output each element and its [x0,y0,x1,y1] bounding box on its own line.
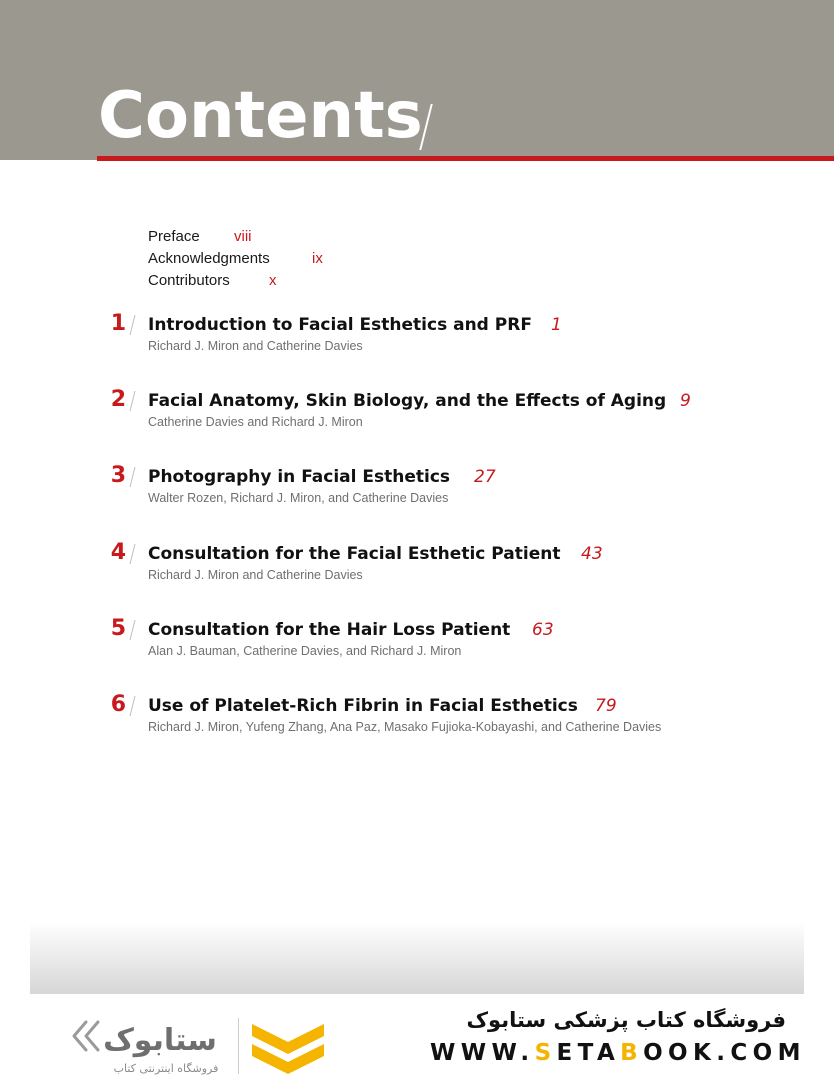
front-matter-label: Preface [148,228,200,245]
chapter-page: 1 [551,315,562,335]
chapter-entry[interactable] [0,311,834,359]
chapter-title: Consultation for the Hair Loss Patient [148,620,511,640]
chapter-authors: Richard J. Miron, Yufeng Zhang, Ana Paz, Masako Fujioka-Kobayashi, and Catherine Davies [148,720,662,734]
chapter-number: 1 [110,311,126,336]
store-url[interactable] [430,1040,806,1066]
front-matter-page: x [269,272,277,289]
chapter-page: 43 [581,544,603,564]
chapter-slash [130,315,136,335]
page-title: Contents [98,79,423,153]
logo-arrows-icon [74,1022,98,1050]
chapter-title: Facial Anatomy, Skin Biology, and the Effects of Aging [148,391,667,411]
chapter-number: 4 [110,540,126,565]
chapter-page: 79 [595,696,617,716]
chapter-slash [130,391,136,411]
url-part: ETA [556,1040,621,1066]
chapter-slash [130,696,136,716]
chapter-authors: Catherine Davies and Richard J. Miron [148,415,363,429]
logo-wordmark: ستابوک [103,1023,217,1058]
chapter-slash [130,620,136,640]
chapter-slash [130,467,136,487]
front-matter-page: viii [234,228,252,245]
chapter-entry[interactable] [0,387,834,435]
front-matter-label: Contributors [148,272,230,289]
chapter-page: 9 [680,391,691,411]
chapter-title: Photography in Facial Esthetics [148,467,451,487]
book-chevron-icon [248,1018,328,1074]
front-matter-item[interactable] [148,226,270,248]
setabook-logo[interactable] [68,1014,233,1078]
chapter-authors: Richard J. Miron and Catherine Davies [148,568,363,582]
chapter-number: 3 [110,463,126,488]
chapter-entry[interactable] [0,463,834,511]
url-part: OOK.COM [643,1040,806,1066]
chapter-page: 27 [474,467,496,487]
front-matter-page: ix [312,250,323,267]
chapter-slash [130,544,136,564]
chapter-title: Consultation for the Facial Esthetic Patient [148,544,561,564]
chapter-title: Introduction to Facial Esthetics and PRF [148,315,532,335]
chapter-entry[interactable] [0,540,834,588]
chapter-entry[interactable] [0,616,834,664]
chapter-number: 5 [110,616,126,641]
url-part-highlight: B [620,1040,644,1066]
chapter-number: 6 [110,692,126,717]
chapter-authors: Richard J. Miron and Catherine Davies [148,339,363,353]
chapter-entry[interactable] [0,692,834,740]
title-underline [97,156,834,161]
front-matter-label: Acknowledgments [148,250,270,267]
front-matter-item[interactable] [148,270,277,292]
chapter-title: Use of Platelet-Rich Fibrin in Facial Esthetics [148,696,578,716]
front-matter-list [148,226,323,292]
logo-subtitle: فروشگاه اینترنتی کتاب [113,1062,219,1075]
front-matter-item[interactable] [148,248,323,270]
chapter-page: 63 [532,620,554,640]
url-part: WWW. [430,1040,535,1066]
chapter-number: 2 [110,387,126,412]
logo-divider [238,1018,239,1074]
chapter-authors: Walter Rozen, Richard J. Miron, and Catherine Davies [148,491,449,505]
chapter-authors: Alan J. Bauman, Catherine Davies, and Richard J. Miron [148,644,462,658]
store-name: فروشگاه کتاب پزشکی ستابوک [466,1008,786,1032]
page-shadow [30,922,804,994]
url-part-highlight: S [534,1040,557,1066]
